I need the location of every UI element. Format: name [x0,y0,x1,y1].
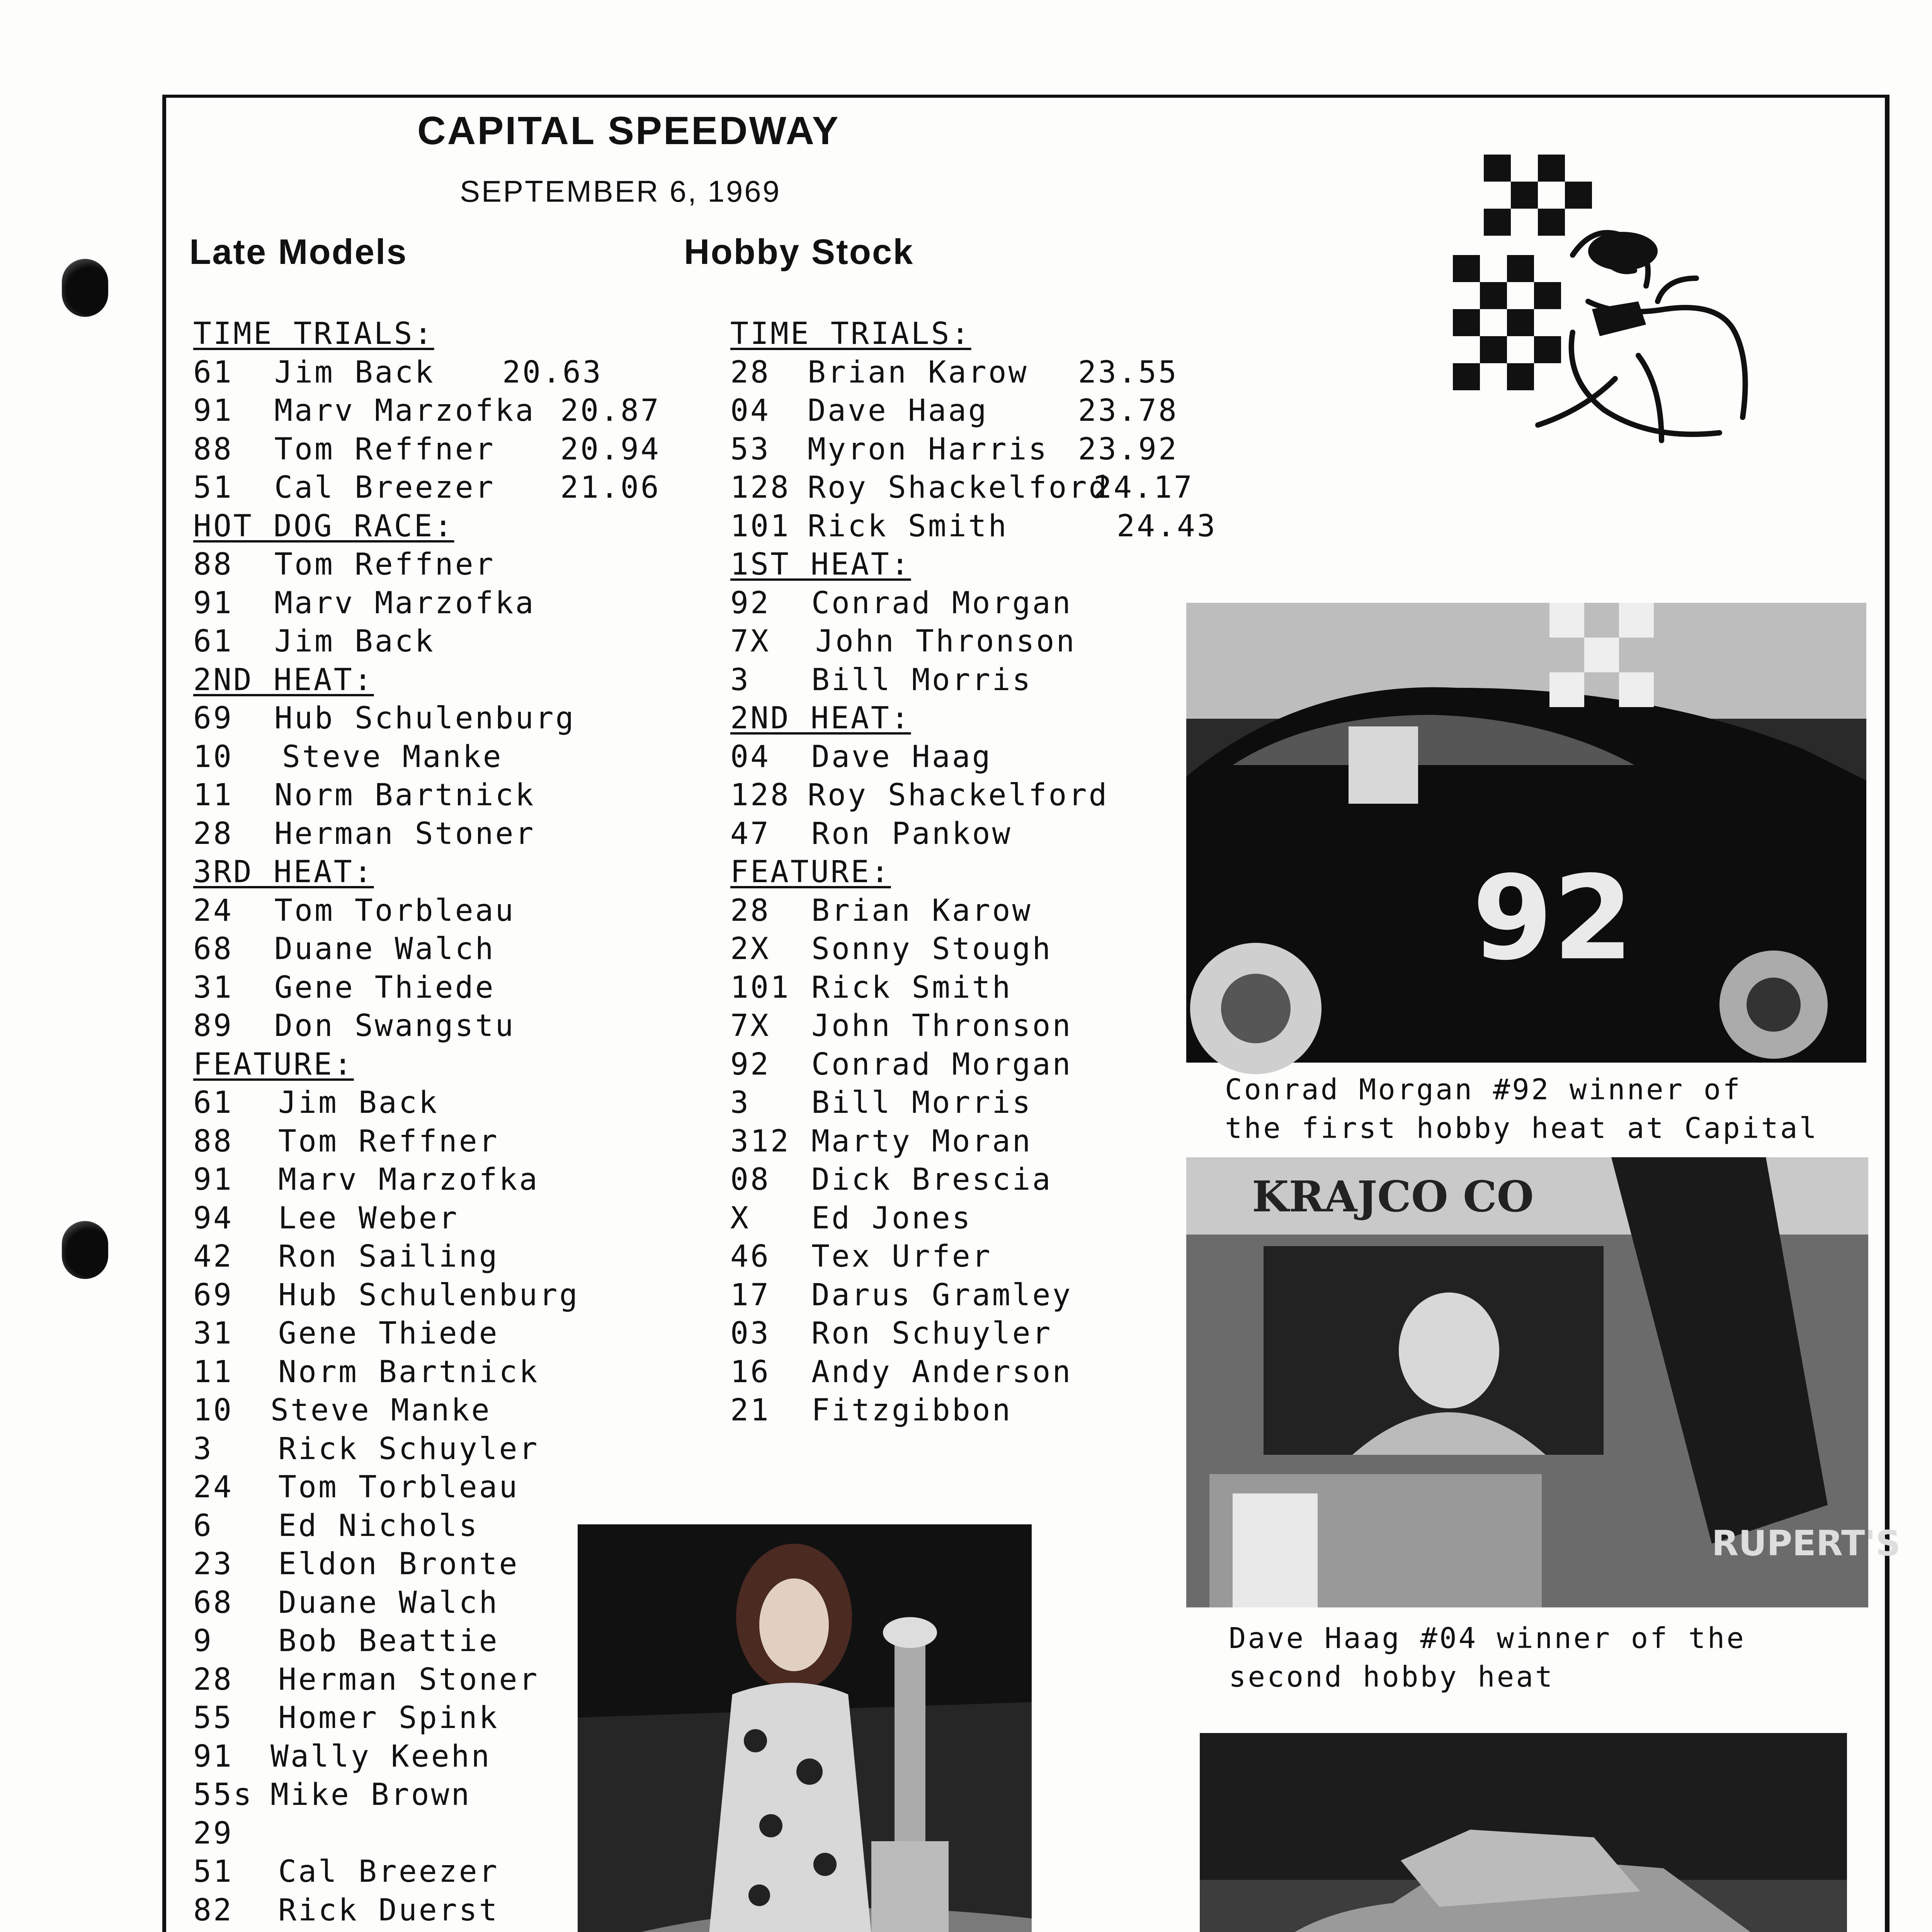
result-row: 101 Rick Smith 24.43 [730,509,1217,544]
result-row: 7X John Thronson [730,624,1077,659]
result-row: 28 Herman Stoner [193,816,536,851]
result-row: 53 Myron Harris 23.92 [730,432,1179,467]
event-date: SEPTEMBER 6, 1969 [460,174,781,208]
sign-krajco: KRAJCO CO [1252,1172,1534,1221]
result-row: 91 Marv Marzofka 20.87 [193,393,661,428]
section-title: HOT DOG RACE: [193,509,454,544]
photo-1-image [1186,603,1866,1063]
page-title: CAPITAL SPEEDWAY [417,109,840,153]
car-number-92: 92 [1472,851,1634,986]
result-row: 312 Marty Moran [730,1124,1032,1159]
result-row: 6 Ed Nichols [193,1508,479,1543]
result-row: 61 Jim Back 20.63 [193,355,603,390]
result-row: 3 Bill Morris [730,662,1032,697]
result-row: 82 Rick Duerst [193,1893,499,1928]
result-row: 28 Brian Karow [730,893,1032,928]
result-row: 92 Conrad Morgan [730,1047,1073,1082]
section-title: FEATURE: [730,855,891,889]
photo-2-image [1186,1157,1901,1607]
result-row: 128 Roy Shackelford [730,778,1109,813]
result-row: 24 Tom Torbleau [193,893,515,928]
result-row: 55s Mike Brown [193,1777,471,1812]
result-row: 68 Duane Walch [193,1585,499,1620]
result-row: 61 Jim Back [193,624,435,659]
caption-photo-2 [1229,1619,1746,1696]
result-row: 91 Wally Keehn [193,1739,492,1774]
result-row: 11 Norm Bartnick [193,778,536,813]
result-row: 91 Marv Marzofka [193,585,536,621]
result-row: 88 Tom Reffner [193,547,495,582]
result-row: 10 Steve Manke [193,739,503,774]
binder-hole-top [62,259,108,317]
sign-ruperts: RUPERT'S [1712,1523,1901,1564]
result-row: 2X Sonny Stough [730,932,1053,966]
hobby-stock-heading: Hobby Stock [684,232,914,272]
photo-dave-haag [1186,1157,1901,1607]
result-row: 46 Tex Urfer [730,1239,992,1274]
result-row: 51 Cal Breezer [193,1854,499,1889]
result-row: 08 Dick Brescia [730,1162,1053,1197]
caption-line: second hobby heat [1229,1660,1554,1694]
photo-3-image [1200,1733,1847,1932]
photo-queen-birdie-gau [578,1524,1032,1932]
section-title: 2ND HEAT: [193,662,374,697]
caption-line: the first hobby heat at Capital [1225,1112,1819,1145]
result-row: 28 Herman Stoner [193,1662,539,1697]
section-title: 3RD HEAT: [193,855,374,889]
section-title: 2ND HEAT: [730,701,911,736]
result-row: 3 Bill Morris [730,1085,1032,1120]
section-title: TIME TRIALS: [193,316,434,351]
result-row: 7X John Thronson [730,1009,1073,1043]
hobby-stock-results [730,315,1252,1430]
result-row: 88 Tom Reffner 20.94 [193,432,661,467]
result-row: 28 Brian Karow 23.55 [730,355,1179,390]
result-row: 94 Lee Weber [193,1201,459,1236]
result-row: 17 Darus Gramley [730,1277,1073,1313]
result-row: 42 Ron Sailing [193,1239,499,1274]
result-row: 88 Tom Reffner [193,1124,499,1159]
result-row: 24 Tom Torbleau [193,1470,519,1505]
result-row: 47 Ron Pankow [730,816,1012,851]
result-row: 61 Jim Back [193,1085,439,1120]
result-row: 29 [193,1816,233,1851]
result-row: 92 Conrad Morgan [730,585,1073,621]
result-row: 21 Fitzgibbon [730,1393,1012,1428]
binder-hole-middle [62,1221,108,1279]
late-models-heading: Late Models [189,232,408,272]
result-row: 9 Bob Beattie [193,1624,499,1658]
result-row: 69 Hub Schulenburg [193,701,576,736]
result-row: 101 Rick Smith [730,970,1012,1005]
result-row: 68 Duane Walch [193,932,495,966]
result-row: 04 Dave Haag 23.78 [730,393,1179,428]
caption-line: Dave Haag #04 winner of the [1229,1622,1746,1655]
result-row: 04 Dave Haag [730,739,992,774]
photo-art-maerz-car [1200,1733,1847,1932]
section-title: TIME TRIALS: [730,316,971,351]
result-row: 31 Gene Thiede [193,970,495,1005]
caption-photo-1 [1225,1070,1818,1148]
result-row: 3 Rick Schuyler [193,1431,539,1466]
result-row: 89 Don Swangstu [193,1009,515,1043]
result-row: 91 Marv Marzofka [193,1162,539,1197]
photo-conrad-morgan-car [1186,603,1866,1063]
result-row: 10 Steve Manke [193,1393,492,1428]
flagman-illustration [1406,139,1777,479]
result-row: 128 Roy Shackelford 24.17 [730,470,1194,505]
section-title: FEATURE: [193,1047,354,1082]
result-row: 23 Eldon Bronte [193,1547,519,1582]
caption-line: Conrad Morgan #92 winner of [1225,1073,1742,1106]
result-row: 16 Andy Anderson [730,1354,1073,1389]
result-row: 55 Homer Spink [193,1701,499,1735]
result-row: 11 Norm Bartnick [193,1354,539,1389]
photo-4-image [578,1524,1032,1932]
section-title: 1ST HEAT: [730,547,911,582]
result-row: 69 Hub Schulenburg [193,1277,580,1313]
result-row: 51 Cal Breezer 21.06 [193,470,661,505]
result-row: 03 Ron Schuyler [730,1316,1053,1351]
result-row: 31 Gene Thiede [193,1316,499,1351]
result-row: X Ed Jones [730,1201,972,1236]
